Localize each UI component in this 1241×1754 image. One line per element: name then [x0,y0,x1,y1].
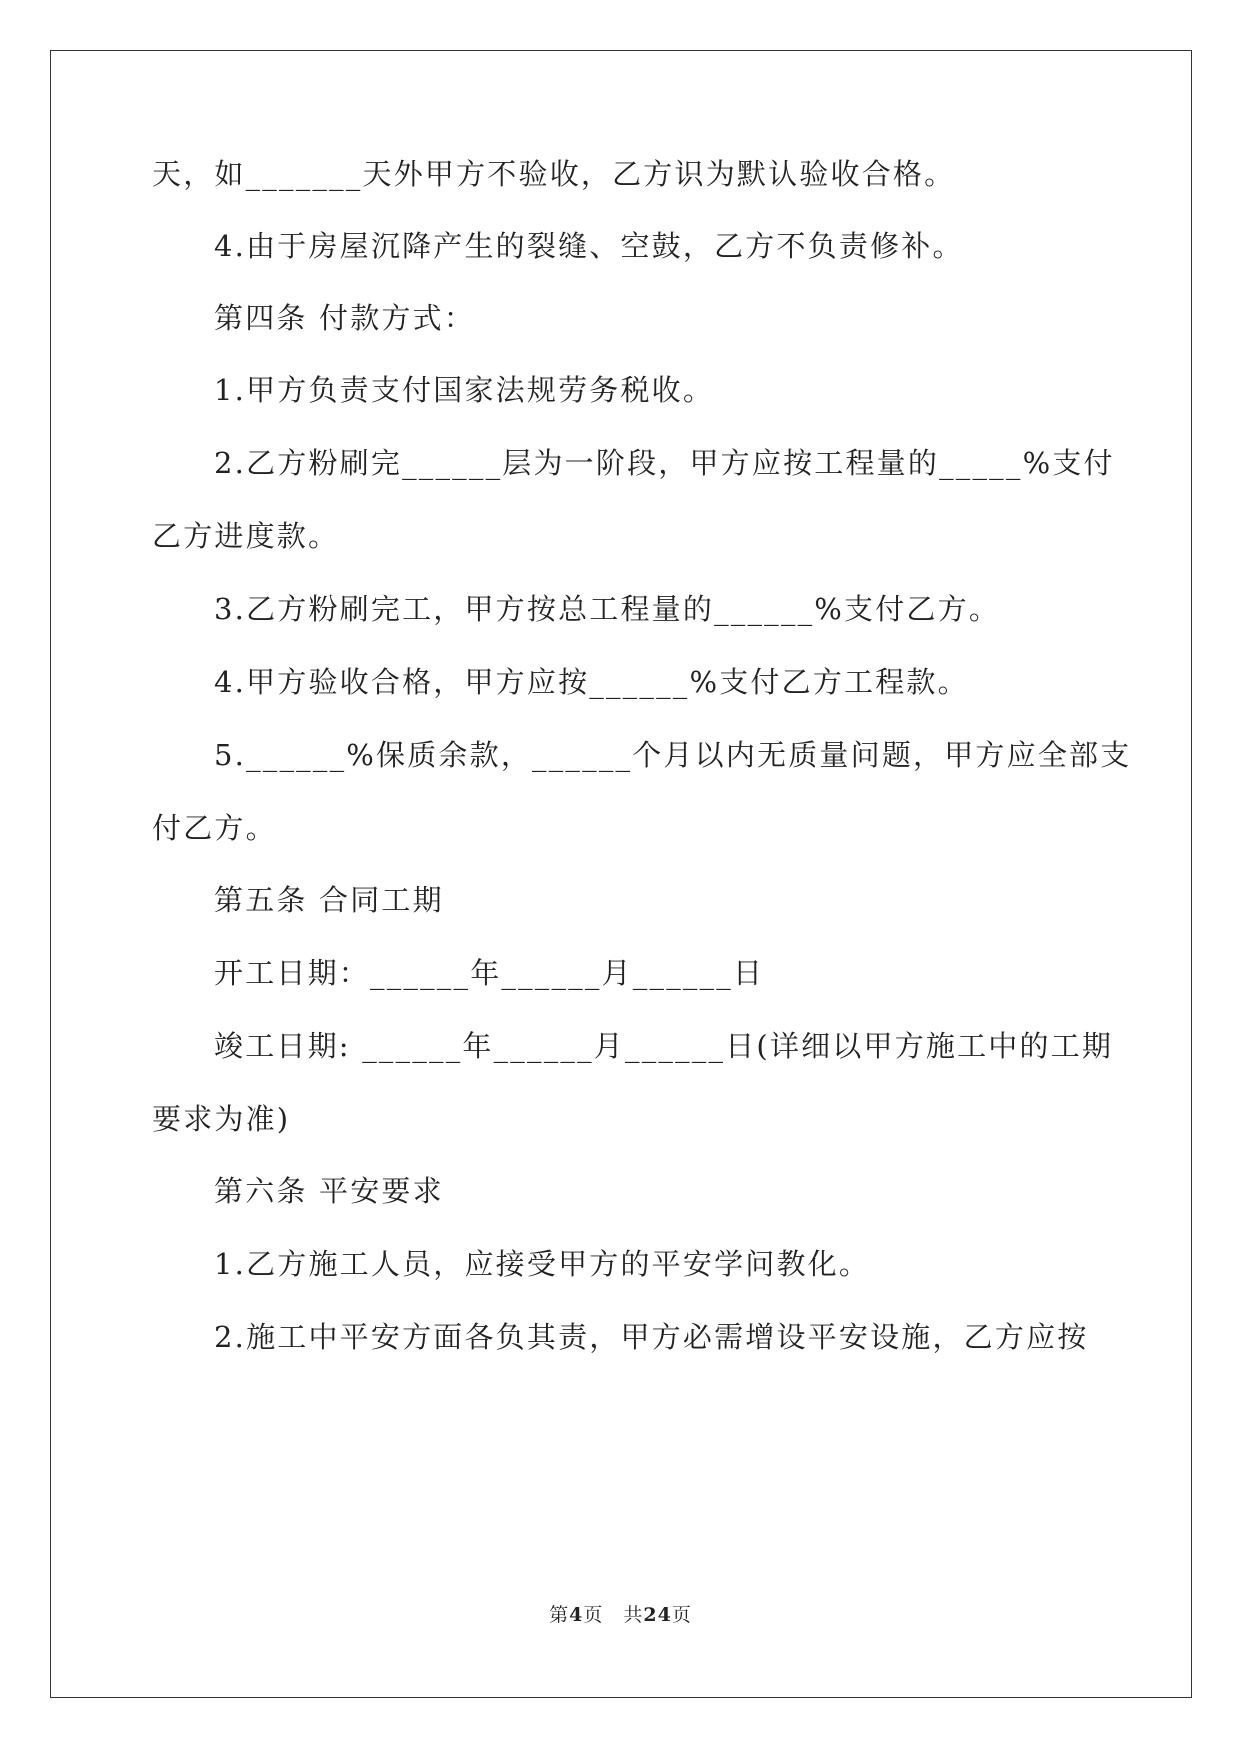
paragraph-line: 付乙方。 [152,811,277,845]
footer-prefix: 第 [549,1604,570,1626]
paragraph-line: 2.乙方粉刷完______层为一阶段，甲方应按工程量的_____%支付 [214,446,1115,480]
footer-middle: 页 共 [583,1604,644,1626]
paragraph-line: 1.甲方负责支付国家法规劳务税收。 [214,373,715,407]
paragraph-line: 2.施工中平安方面各负其责，甲方必需增设平安设施，乙方应按 [214,1320,1089,1354]
paragraph-line: 5.______%保质余款，______个月以内无质量问题，甲方应全部支 [214,738,1132,772]
paragraph-line: 3.乙方粉刷完工，甲方按总工程量的______%支付乙方。 [214,592,1001,626]
footer-suffix: 页 [671,1604,692,1626]
paragraph-line: 竣工日期: ______年______月______日(详细以甲方施工中的工期 [214,1029,1114,1063]
section-heading: 第四条 付款方式： [214,301,476,335]
section-heading: 第六条 平安要求 [214,1174,444,1208]
paragraph-line: 4.由于房屋沉降产生的裂缝、空鼓，乙方不负责修补。 [214,229,964,263]
page-footer [0,1600,1241,1627]
current-page-number: 4 [569,1604,584,1626]
paragraph-line: 开工日期：______年______月______日 [214,956,765,990]
paragraph-line: 要求为准) [152,1102,291,1136]
paragraph-line: 天，如_______天外甲方不验收，乙方识为默认验收合格。 [152,157,956,191]
paragraph-line: 4.甲方验收合格，甲方应按______%支付乙方工程款。 [214,665,969,699]
section-heading: 第五条 合同工期 [214,883,444,917]
total-pages-number: 24 [643,1604,672,1626]
paragraph-line: 乙方进度款。 [152,519,340,553]
paragraph-line: 1.乙方施工人员，应接受甲方的平安学问教化。 [214,1247,871,1281]
